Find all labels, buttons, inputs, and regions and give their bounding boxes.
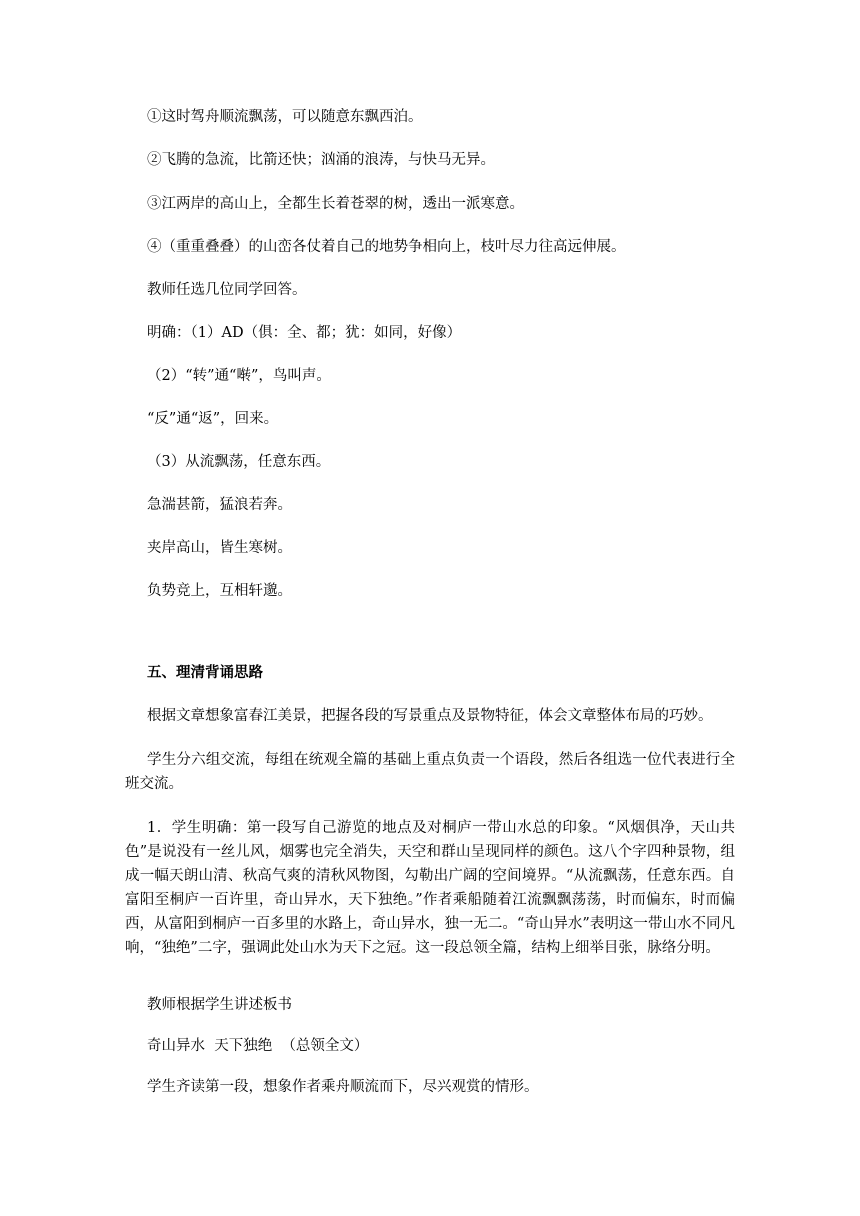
board-note: 教师根据学生讲述板书 — [147, 997, 292, 1013]
paragraph-3: 1．学生明确：第一段写自己游览的地点及对桐庐一带山水总的印象。“风烟俱净，天山共色”是说没有一丝儿风，烟雾也完全消失，天空和群山呈现同样的颜色。这八个字四种景物，组成一幅天朗山清、秋高气爽的清秋风物图，勾勒出广阔的空间境界。“从流飘荡，任意东西。自富阳至桐庐一百许里，奇山异水，天下独绝。”作者乘船随着江流飘飘荡荡，时而偏东，时而偏西，从富阳到桐庐一百多里的水路上，奇山异水，独一无二。“奇山异水”表明这一带山水不同凡响，“独绝”二字，强调此处山水为天下之冠。这一段总领全篇，结构上细举目张，脉络分明。 — [125, 820, 735, 956]
closing-line: 学生齐读第一段，想象作者乘舟顺流而下，尽兴观赏的情形。 — [147, 1079, 539, 1095]
text-line-3: ③江两岸的高山上，全都生长着苍翠的树，透出一派寒意。 — [147, 196, 524, 212]
text-line-6: 明确：（1）AD（俱：全、都；犹：如同，好像） — [147, 325, 462, 341]
text-line-1: ①这时驾舟顺流飘荡，可以随意东飘西泊。 — [147, 109, 423, 125]
text-line-8: “反”通“返”，回来。 — [147, 411, 279, 427]
paragraph-1: 根据文章想象富春江美景，把握各段的写景重点及景物特征，体会文章整体布局的巧妙。 — [147, 708, 713, 724]
board-text: 奇山异水 天下独绝 （总领全文） — [147, 1038, 369, 1054]
text-line-10: 急湍甚箭，猛浪若奔。 — [147, 497, 292, 513]
paragraph-2: 学生分六组交流，每组在统观全篇的基础上重点负责一个语段，然后各组选一位代表进行全班交流。 — [125, 752, 735, 792]
text-line-4: ④（重重叠叠）的山峦各仗着自己的地势争相向上，枝叶尽力往高远伸展。 — [147, 239, 626, 255]
text-line-7: （2）“转”通“啭”，鸟叫声。 — [147, 368, 331, 384]
section-heading: 五、理清背诵思路 — [147, 664, 263, 681]
text-line-12: 负势竞上，互相轩邈。 — [147, 583, 292, 599]
text-line-2: ②飞腾的急流，比箭还快；汹涌的浪涛，与快马无异。 — [147, 152, 495, 168]
text-line-9: （3）从流飘荡，任意东西。 — [147, 454, 331, 470]
text-line-11: 夹岸高山，皆生寒树。 — [147, 540, 292, 556]
text-line-5: 教师任选几位同学回答。 — [147, 282, 307, 298]
